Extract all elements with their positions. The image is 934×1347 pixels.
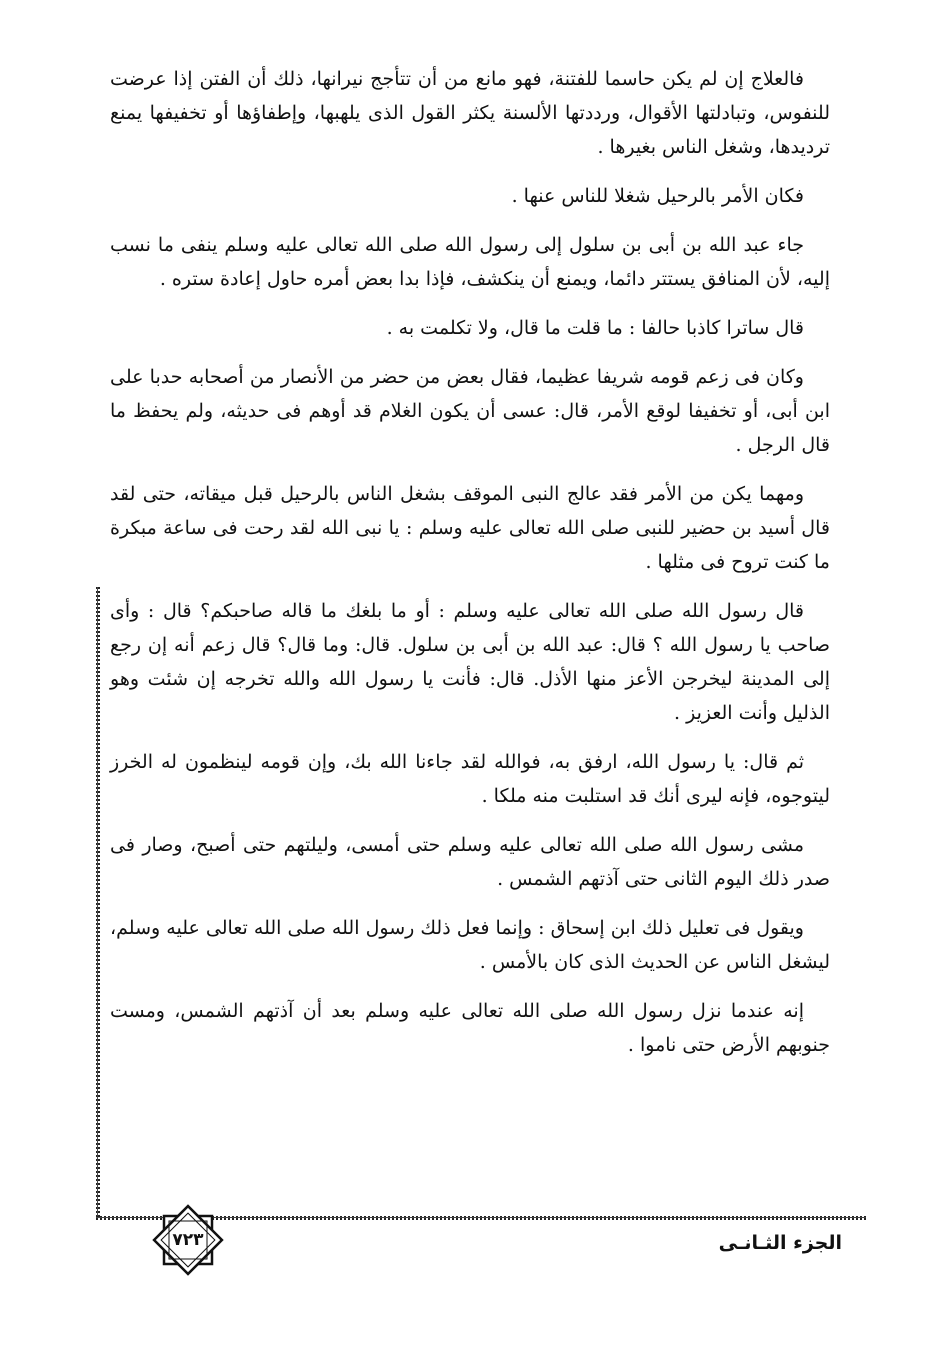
paragraph: ثم قال: يا رسول الله، ارفق به، فوالله لقد جاءنا الله بك، وإن قومه لينظمون له الخرز ليتوجوه، فإنه ليرى أنك قد استلبت منه ملكا . <box>110 751 830 807</box>
paragraph: قال ساترا كاذبا حالفا : ما قلت ما قال، ولا تكلمت به . <box>386 317 804 339</box>
decorative-border-left <box>96 587 100 1217</box>
page-body-text <box>110 62 830 1077</box>
paragraph: ومهما يكن من الأمر فقد عالج النبى الموقف بشغل الناس بالرحيل قبل ميقاته، حتى لقد قال أسيد بن حضير للنبى صلى الله تعالى عليه وسلم : يا نبى الله لقد رحت فى ساعة مبكرة ما كنت تروح فى مثلها . <box>110 483 830 573</box>
page-number: ٧٢٣ <box>172 1230 204 1250</box>
page-number-badge <box>150 1202 226 1278</box>
paragraph: قال رسول الله صلى الله تعالى عليه وسلم : أو ما بلغك ما قاله صاحبكم؟ قال : وأى صاحب يا رسول الله ؟ قال: عبد الله بن أبى بن سلول. قال: وما قال؟ قال زعم أنه إن رجع إلى المدينة ليخرجن الأعز منها الأذل. قال: فأنت يا رسول الله والله تخرجه إن شئت وهو الذليل وأنت العزيز . <box>110 600 830 724</box>
paragraph: إنه عندما نزل رسول الله صلى الله تعالى عليه وسلم بعد أن آذتهم الشمس، ومست جنوبهم الأرض حتى ناموا . <box>110 1000 830 1056</box>
paragraph: جاء عبد الله بن أبى بن سلول إلى رسول الله صلى الله تعالى عليه وسلم ينفى ما نسب إليه، لأن المنافق يستتر دائما، ويمنع أن ينكشف، فإذا بدا بعض أمره حاول إعادة ستره . <box>110 234 830 290</box>
paragraph: ويقول فى تعليل ذلك ابن إسحاق : وإنما فعل ذلك رسول الله صلى الله تعالى عليه وسلم، ليشغل الناس عن الحديث الذى كان بالأمس . <box>110 917 830 973</box>
paragraph: فالعلاج إن لم يكن حاسما للفتنة، فهو مانع من أن تتأجج نيرانها، ذلك أن الفتن إذا عرضت للنفوس، وتبادلتها الأقوال، ورددتها الألسنة يكثر القول الذى يلهبها، وإطفاؤها أو تخفيفها يمنع ترديدها، وشغل الناس بغيرها . <box>110 68 830 158</box>
paragraph: وكان فى زعم قومه شريفا عظيما، فقال بعض من حضر من الأنصار من أصحابه حدبا على ابن أبى، أو تخفيفا لوقع الأمر، قال: عسى أن يكون الغلام قد أوهم فى حديثه، ولم يحفظ ما قال الرجل . <box>110 366 830 456</box>
paragraph: مشى رسول الله صلى الله تعالى عليه وسلم حتى أمسى، وليلتهم حتى أصبح، وصار فى صدر ذلك اليوم الثانى حتى آذتهم الشمس . <box>110 834 830 890</box>
paragraph: فكان الأمر بالرحيل شغلا للناس عنها . <box>511 185 804 207</box>
part-label: الجزء الثـانـى <box>718 1232 842 1254</box>
